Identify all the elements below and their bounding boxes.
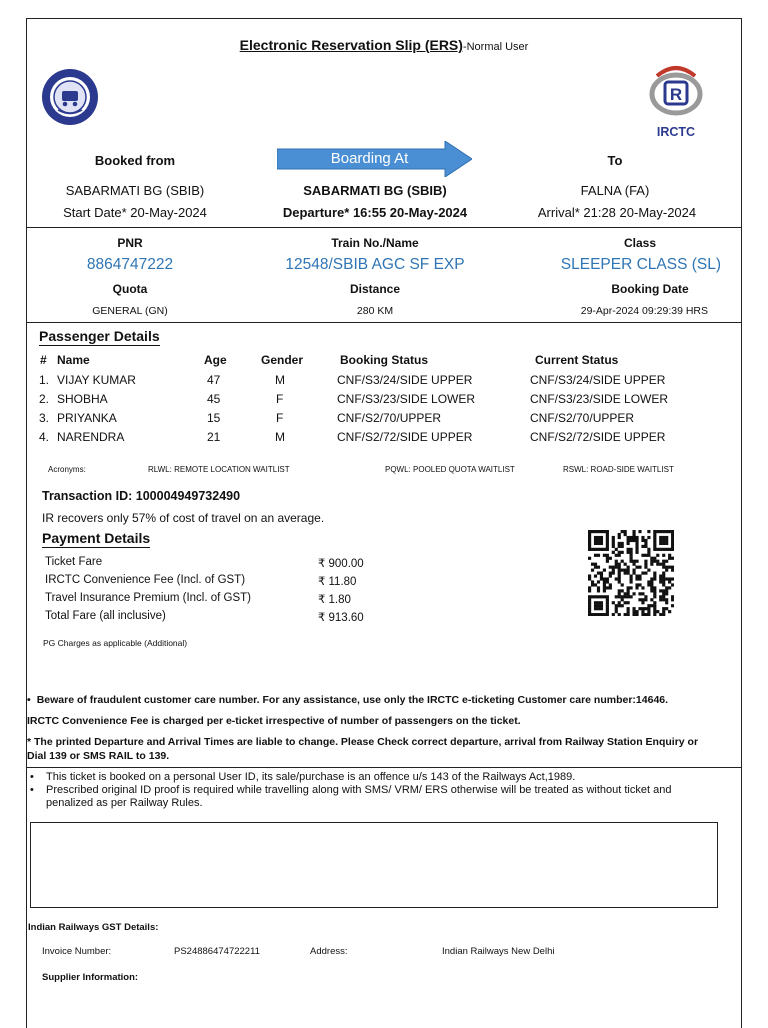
insurance-label: Travel Insurance Premium (Incl. of GST): [45, 592, 251, 604]
convenience-fee-value: ₹ 11.80: [318, 576, 357, 588]
row-index: 1.: [39, 373, 50, 387]
bullet-icon: •: [30, 784, 34, 796]
to-station: FALNA (FA): [580, 183, 650, 198]
pg-charges-note: PG Charges as applicable (Additional): [43, 638, 188, 648]
timing-change-note: * The printed Departure and Arrival Times are liable to change. Please Check correct departure, arrival from Railway Station Enquiry or Dial 139 or SMS RAIL to 139.: [27, 736, 699, 762]
fare-value: ₹ 900.00: [318, 558, 364, 570]
acronym-rlwl: RLWL: REMOTE LOCATION WAITLIST: [148, 465, 290, 474]
quota-label: Quota: [112, 282, 148, 296]
passenger-gender: M: [275, 373, 285, 387]
acronym-rswl: RSWL: ROAD-SIDE WAITLIST: [563, 465, 674, 474]
convenience-fee-label: IRCTC Convenience Fee (Incl. of GST): [45, 574, 246, 586]
pnr-label: PNR: [117, 236, 143, 250]
booking-status: CNF/S3/24/SIDE UPPER: [337, 373, 473, 387]
row-index: 2.: [39, 392, 50, 406]
invoice-label: Invoice Number:: [42, 946, 112, 957]
terms-text: Prescribed original ID proof is required while travelling along with SMS/ VRM/ ERS otherwise will be treated as without ticket and penalized as per Railway Rules.: [46, 784, 672, 809]
class-value: SLEEPER CLASS (SL): [560, 256, 721, 273]
row-index: 4.: [39, 430, 50, 444]
passenger-gender: F: [276, 392, 284, 406]
current-status: CNF/S3/24/SIDE UPPER: [530, 373, 666, 387]
current-status: CNF/S2/72/SIDE UPPER: [530, 430, 666, 444]
class-label: Class: [623, 236, 657, 250]
qr-code: [588, 530, 674, 616]
transaction-id: Transaction ID: 100004949732490: [42, 489, 241, 503]
svg-text:R: R: [669, 85, 683, 104]
col-age: Age: [204, 353, 227, 367]
passenger-name: VIJAY KUMAR: [57, 373, 136, 387]
passenger-age: 15: [207, 411, 221, 425]
invoice-number: PS24886474722211: [174, 946, 260, 957]
page-title: [0, 37, 768, 53]
booked-from-label: Booked from: [94, 153, 176, 168]
current-status: CNF/S3/23/SIDE LOWER: [530, 392, 669, 406]
terms-item: [30, 771, 720, 784]
pnr-value: 8864747222: [86, 256, 174, 273]
indian-railways-logo: [40, 67, 100, 127]
terms-text: This ticket is booked on a personal User ID, its sale/purchase is an offence u/s 143 of the Railways Act,1989.: [46, 771, 576, 783]
supplier-info-label: Supplier Information:: [42, 972, 139, 983]
start-date: Start Date* 20-May-2024: [63, 205, 207, 220]
ers-title: Electronic Reservation Slip (ERS): [239, 37, 463, 53]
col-gender: Gender: [261, 353, 304, 367]
irctc-logo-text: IRCTC: [656, 125, 696, 139]
irctc-logo: [643, 60, 709, 139]
train-label: Train No./Name: [331, 236, 419, 250]
passenger-age: 47: [207, 373, 221, 387]
col-booking-status: Booking Status: [340, 353, 429, 367]
blank-box: [30, 822, 718, 908]
cost-recovery-note: IR recovers only 57% of cost of travel on an average.: [42, 511, 325, 525]
divider-notes: [27, 767, 741, 768]
divider-info: [27, 322, 741, 323]
address-value: Indian Railways New Delhi: [442, 946, 555, 957]
booking-status: CNF/S2/72/SIDE UPPER: [337, 430, 473, 444]
col-index: #: [40, 353, 47, 367]
passenger-name: SHOBHA: [57, 392, 108, 406]
fraud-warning-text: Beware of fraudulent customer care number. For any assistance, use only the IRCTC e-ticketing Customer care number:14646.: [36, 694, 669, 706]
from-station: SABARMATI BG (SBIB): [65, 183, 205, 198]
terms-list: [30, 771, 720, 810]
terms-item: [30, 784, 720, 810]
booking-date-label: Booking Date: [611, 282, 689, 296]
boarding-at-label: Boarding At: [330, 150, 409, 167]
boarding-arrow: [277, 141, 472, 177]
current-status: CNF/S2/70/UPPER: [530, 411, 635, 425]
booking-status: CNF/S3/23/SIDE LOWER: [337, 392, 476, 406]
gst-heading: Indian Railways GST Details:: [28, 922, 159, 933]
train-value: 12548/SBIB AGC SF EXP: [285, 256, 465, 273]
passenger-age: 21: [207, 430, 221, 444]
passenger-age: 45: [207, 392, 221, 406]
divider-journey: [27, 227, 741, 228]
departure-time: Departure* 16:55 20-May-2024: [282, 205, 468, 220]
boarding-station: SABARMATI BG (SBIB): [303, 183, 447, 198]
quota-value: GENERAL (GN): [92, 305, 168, 317]
payment-details-heading: Payment Details: [42, 530, 151, 546]
passenger-name: NARENDRA: [57, 430, 125, 444]
passenger-gender: M: [275, 430, 285, 444]
col-current-status: Current Status: [535, 353, 619, 367]
convenience-fee-note: IRCTC Convenience Fee is charged per e-ticket irrespective of number of passengers on the ticket.: [27, 715, 521, 727]
acronyms-label: Acronyms:: [48, 465, 86, 474]
booking-status: CNF/S2/70/UPPER: [337, 411, 442, 425]
row-index: 3.: [39, 411, 50, 425]
address-label: Address:: [310, 946, 348, 957]
total-fare-label: Total Fare (all inclusive): [45, 610, 166, 622]
col-name: Name: [57, 353, 90, 367]
bullet-icon: •: [30, 771, 34, 783]
passenger-gender: F: [276, 411, 284, 425]
passenger-details-heading: Passenger Details: [39, 328, 160, 344]
distance-value: 280 KM: [356, 305, 394, 317]
acronym-pqwl: PQWL: POOLED QUOTA WAITLIST: [385, 465, 515, 474]
insurance-value: ₹ 1.80: [318, 594, 351, 606]
booking-date-value: 29-Apr-2024 09:29:39 HRS: [580, 305, 708, 317]
to-label: To: [607, 153, 623, 168]
distance-label: Distance: [349, 282, 401, 296]
bullet-icon: •: [27, 694, 31, 706]
total-fare-value: ₹ 913.60: [318, 612, 364, 624]
fare-label: Ticket Fare: [45, 556, 103, 568]
passenger-name: PRIYANKA: [57, 411, 117, 425]
ers-subtitle: -Normal User: [462, 41, 529, 53]
arrival-time: Arrival* 21:28 20-May-2024: [537, 205, 697, 220]
fraud-warning: [27, 694, 727, 706]
